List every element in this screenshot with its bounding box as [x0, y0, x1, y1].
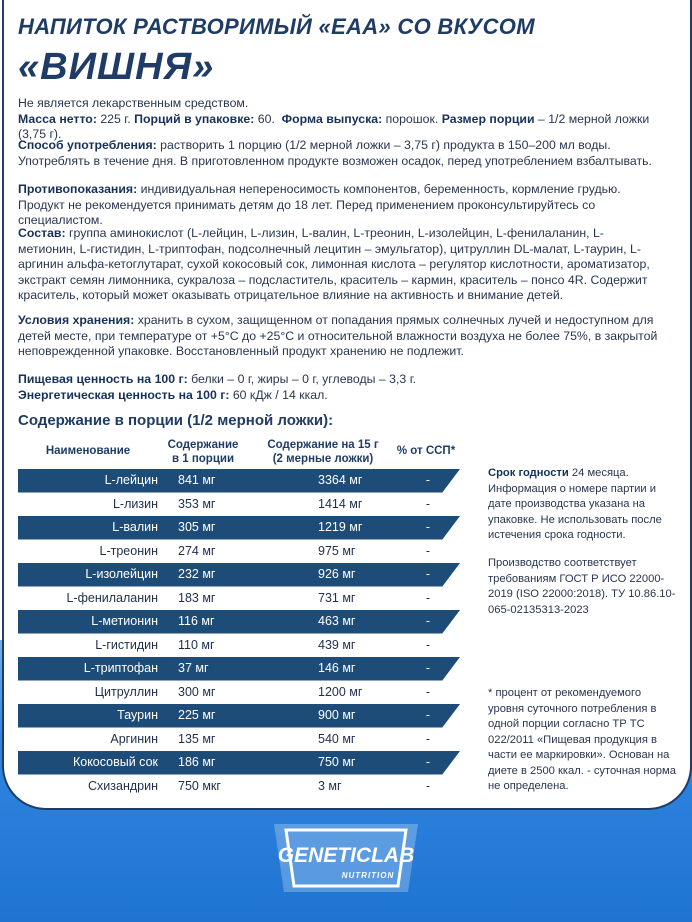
per-portion-value: 37 мг [178, 661, 209, 675]
geneticlab-logo [266, 820, 426, 896]
nutrient-name: L-лейцин [104, 473, 158, 487]
form-value: порошок. [382, 111, 439, 126]
per-15g-value: 3364 мг [318, 473, 363, 487]
header-daily-value: % от ССП* [396, 445, 456, 457]
per-portion-value: 183 мг [178, 590, 216, 605]
daily-value: - [425, 496, 431, 511]
nutrient-name: L-валин [112, 520, 158, 534]
energy-label: Энергетическая ценность на 100 г: [18, 387, 230, 402]
nutrient-name: L-метионин [91, 614, 158, 628]
per-15g-value: 540 мг [318, 731, 356, 746]
logo-brand-text: GENETICLAB [277, 844, 415, 867]
header-per-portion [158, 438, 248, 466]
table-row [18, 681, 478, 705]
table-header [18, 436, 458, 468]
table-row [18, 610, 478, 634]
nutrient-name: L-фенилаланин [66, 590, 158, 605]
per-portion-value: 274 мг [178, 543, 216, 558]
per-15g-value: 926 мг [318, 567, 356, 581]
header-per-portion-line2: в 1 порции [171, 453, 235, 465]
daily-value: - [425, 567, 431, 581]
contraindications-section [18, 182, 658, 229]
daily-value: - [425, 473, 431, 487]
table-row [18, 634, 478, 658]
nutrition-value: белки – 0 г, жиры – 0 г, углеводы – 3,3 г. [187, 372, 417, 386]
per-15g-value: 1414 мг [318, 496, 363, 511]
per-portion-value: 110 мг [178, 637, 215, 652]
usage-section [18, 138, 658, 169]
per-portion-value: 186 мг [178, 755, 216, 769]
table-row [18, 516, 478, 540]
energy-value: 60 кДж / 14 ккал. [229, 387, 328, 402]
shelf-life-info [488, 466, 678, 544]
header-name: Наименование [45, 445, 131, 457]
footnote: * процент от рекомендуемого уровня суточного потребления в одной порции согласно ТР ТС 022/2011 «Пищевая продукция в части ее маркировки». Основан на диете в 2500 ккал. - суточная норма не определена. [488, 687, 676, 792]
per-portion-value: 300 мг [178, 684, 216, 699]
standards-info: Производство соответствует требованиям ГОСТ Р ИСО 22000-2019 (ISO 22000:2018). ТУ 10.86.10-065-02135313-2023 [488, 557, 676, 616]
per-portion-value: 305 мг [178, 520, 216, 534]
nutrient-name: L-лизин [112, 496, 158, 511]
nutrient-name: Аргинин [110, 731, 158, 746]
nutrition-label: Пищевая ценность на 100 г: [18, 372, 188, 386]
contra-text: индивидуальная непереносимость компонентов, беременность, кормление грудью. Продукт не рекомендуется принимать детям до 18 лет. Перед применением проконсультируйтесь со специалистом. [18, 182, 621, 227]
shelf-text: 24 месяца. Информация о номере партии и дате производства указана на упаковке. Не использовать после истечения срока годности. [488, 467, 662, 541]
per-15g-value: 439 мг [318, 637, 356, 652]
table-row [18, 493, 478, 517]
nutrient-name: L-изолейцин [85, 567, 158, 581]
composition-text: группа аминокислот (L-лейцин, L-лизин, L-валин, L-треонин, L-изолейцин, L-фенилаланин, L-метионин, L-гистидин, L-триптофан, подсолнечный лецитин – эмульгатор), цитруллин DL-малат, L-таурин, L-аргинин альфа-кетоглутарат, сухой кокосовый сок, лимонная кислота – регулятор кислотности, ароматизатор, экстракт семян лимонника, сукралоза – подсластитель, краситель – кармин, краситель – понсо 4R. Содержит краситель, который может оказывать отрицательное влияние на активность и внимание детей. [18, 226, 650, 302]
storage-section [18, 313, 658, 360]
nutrient-name: L-треонин [99, 543, 158, 558]
portions-label: Порций в упаковке: [134, 111, 255, 126]
daily-value: - [425, 684, 431, 699]
nutrient-name: L-гистидин [95, 637, 158, 652]
size-label: Размер порции [441, 111, 535, 126]
daily-value: - [425, 543, 431, 558]
not-medicine-note: Не является лекарственным средством. [18, 96, 249, 110]
header-per-15g [258, 438, 388, 466]
shelf-label: Срок годности [488, 467, 569, 479]
per-15g-value: 975 мг [318, 543, 356, 558]
product-title-flavor: «ВИШНЯ» [18, 46, 215, 88]
basic-info [18, 96, 658, 143]
nutrient-name: Кокосовый сок [72, 755, 158, 769]
header-per-15g-line2: (2 мерные ложки) [272, 453, 374, 465]
nutrition-section [18, 372, 658, 403]
table-row [18, 657, 478, 681]
table-row [18, 540, 478, 564]
table-row [18, 704, 478, 728]
per-portion-value: 750 мкг [178, 778, 221, 793]
daily-value: - [425, 708, 431, 722]
table-row [18, 775, 478, 799]
product-title-line1: НАПИТОК РАСТВОРИМЫЙ «EAA» СО ВКУСОМ [18, 14, 535, 39]
usage-label: Способ употребления: [18, 138, 157, 152]
per-15g-value: 731 мг [318, 590, 356, 605]
per-portion-value: 353 мг [178, 496, 216, 511]
usage-text: растворить 1 порцию (1/2 мерной ложки – 3,75 г) продукта в 150–200 мл воды. Употреблять в течение дня. В приготовленном продукте возможен осадок, перед употреблением взбалтывать. [18, 138, 652, 168]
header-per-portion-line1: Содержание [167, 439, 239, 451]
size-value: – 1/2 мерной ложки (3,75 г). [18, 111, 650, 141]
per-portion-value: 116 мг [178, 614, 215, 628]
daily-value: - [425, 590, 431, 605]
header-per-15g-line1: Содержание на 15 г [267, 439, 379, 451]
daily-value: - [425, 661, 431, 675]
storage-text: хранить в сухом, защищенном от попадания прямых солнечных лучей и недоступном для детей месте, при температуре от +5°C до +25°C и относительной влажности воздуха не более 75%, в закрытой неповрежденной упаковке. Восстановленный продукт хранению не подлежит. [18, 313, 658, 358]
per-15g-value: 463 мг [318, 614, 356, 628]
table-row [18, 751, 478, 775]
daily-value: - [425, 755, 431, 769]
nutrition-line [18, 372, 658, 388]
per-portion-value: 841 мг [178, 473, 216, 487]
table-row [18, 587, 478, 611]
per-15g-value: 3 мг [318, 778, 342, 793]
table-row [18, 563, 478, 587]
nutrient-name: Таурин [117, 708, 158, 722]
daily-value: - [425, 614, 431, 628]
portions-value: 60. [254, 111, 275, 126]
per-15g-value: 900 мг [318, 708, 356, 722]
contra-label: Противопоказания: [18, 182, 138, 196]
nutrient-name: L-триптофан [83, 661, 158, 675]
composition-label: Состав: [18, 226, 66, 240]
composition-section [18, 226, 658, 304]
per-15g-value: 1200 мг [318, 684, 363, 699]
per-15g-value: 1219 мг [318, 520, 363, 534]
mass-label: Масса нетто: [18, 111, 97, 126]
daily-value: - [425, 520, 431, 534]
nutrient-name: Цитруллин [94, 684, 158, 699]
daily-value: - [425, 637, 431, 652]
form-label: Форма выпуска: [281, 111, 383, 126]
per-portion-value: 135 мг [178, 731, 216, 746]
daily-value: - [425, 778, 431, 793]
storage-label: Условия хранения: [18, 313, 135, 327]
mass-value: 225 г. [96, 111, 131, 126]
per-portion-value: 225 мг [178, 708, 216, 722]
daily-value: - [425, 731, 431, 746]
table-title: Содержание в порции (1/2 мерной ложки): [18, 412, 334, 429]
per-15g-value: 146 мг [318, 661, 356, 675]
table-row [18, 728, 478, 752]
per-portion-value: 232 мг [178, 567, 216, 581]
logo-sub-text: NUTRITION [341, 871, 395, 880]
table-row [18, 469, 478, 493]
energy-line [18, 388, 658, 404]
nutrient-table [18, 469, 478, 798]
nutrient-name: Схизандрин [88, 778, 158, 793]
per-15g-value: 750 мг [318, 755, 356, 769]
